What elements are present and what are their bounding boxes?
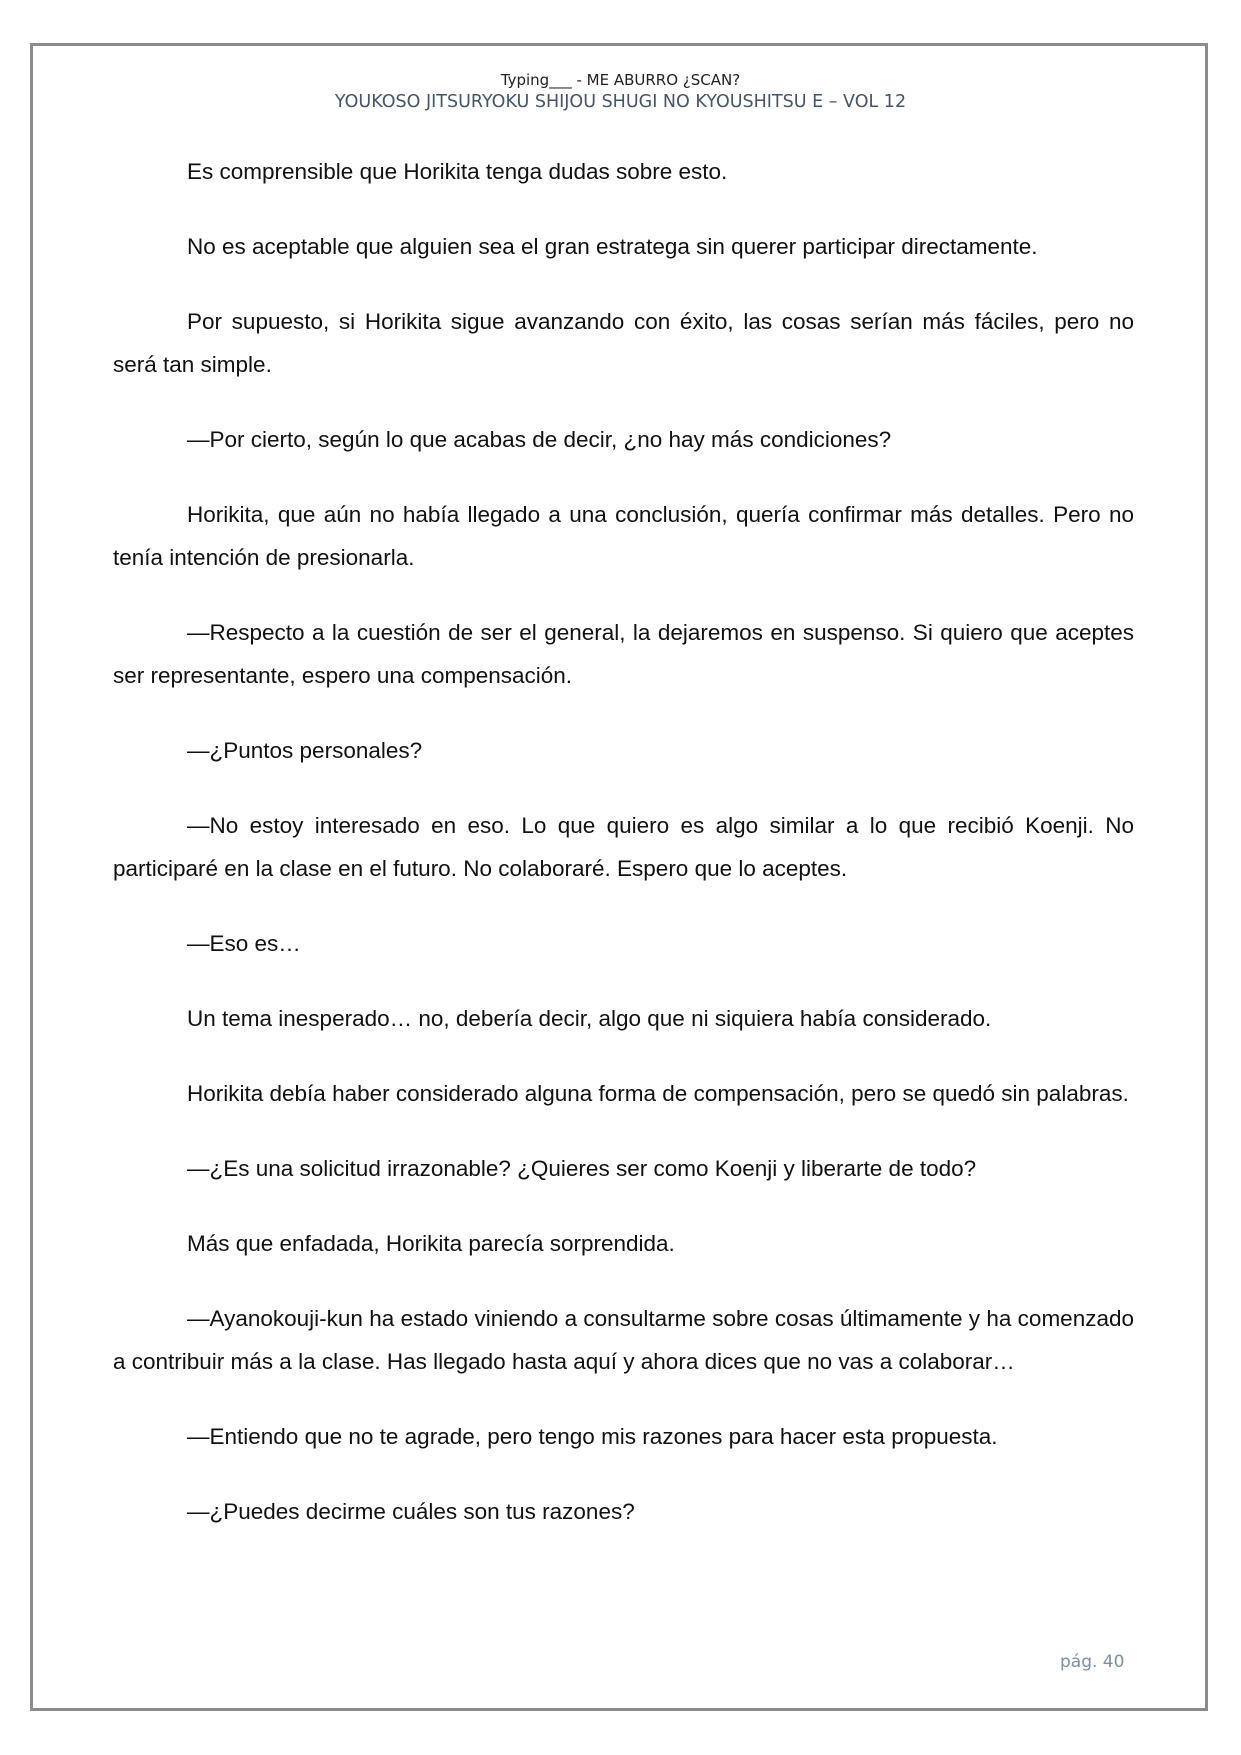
paragraph: Más que enfadada, Horikita parecía sorprendida. <box>187 1231 675 1256</box>
paragraph: —¿Es una solicitud irrazonable? ¿Quieres ser como Koenji y liberarte de todo? <box>187 1156 977 1181</box>
page-number: pág. 40 <box>1060 1652 1125 1672</box>
paragraph: Horikita debía haber considerado alguna forma de compensación, pero se quedó sin palabras. <box>187 1081 1129 1106</box>
paragraph: Horikita, que aún no había llegado a una conclusión, quería confirmar más detalles. Pero no tenía intención de presionarla. <box>113 502 1134 570</box>
paragraph: No es aceptable que alguien sea el gran estratega sin querer participar directamente. <box>187 234 1038 259</box>
paragraph: —Respecto a la cuestión de ser el general, la dejaremos en suspenso. Si quiero que aceptes ser representante, espero una compensación. <box>113 620 1134 688</box>
header-typing-credit: Typing___ - ME ABURRO ¿SCAN? <box>500 71 741 89</box>
paragraph: —Eso es… <box>187 931 301 956</box>
paragraph: —¿Puedes decirme cuáles son tus razones? <box>187 1499 635 1524</box>
paragraph: Es comprensible que Horikita tenga dudas sobre esto. <box>187 159 728 184</box>
header-book-title: YOUKOSO JITSURYOKU SHIJOU SHUGI NO KYOUSHITSU E – VOL 12 <box>334 92 907 112</box>
paragraph: —Por cierto, según lo que acabas de decir, ¿no hay más condiciones? <box>187 427 892 452</box>
paragraph: —Ayanokouji-kun ha estado viniendo a consultarme sobre cosas últimamente y ha comenzado a contribuir más a la clase. Has llegado hasta aquí y ahora dices que no vas a colaborar… <box>113 1306 1134 1374</box>
paragraph: Un tema inesperado… no, debería decir, algo que ni siquiera había considerado. <box>187 1006 992 1031</box>
body-text <box>113 150 1134 1565</box>
paragraph: —Entiendo que no te agrade, pero tengo mis razones para hacer esta propuesta. <box>187 1424 998 1449</box>
paragraph: —¿Puntos personales? <box>187 738 423 763</box>
paragraph: Por supuesto, si Horikita sigue avanzando con éxito, las cosas serían más fáciles, pero no será tan simple. <box>113 309 1134 377</box>
paragraph: —No estoy interesado en eso. Lo que quiero es algo similar a lo que recibió Koenji. No participaré en la clase en el futuro. No colaboraré. Espero que lo aceptes. <box>113 813 1134 881</box>
page-header <box>0 73 1241 112</box>
